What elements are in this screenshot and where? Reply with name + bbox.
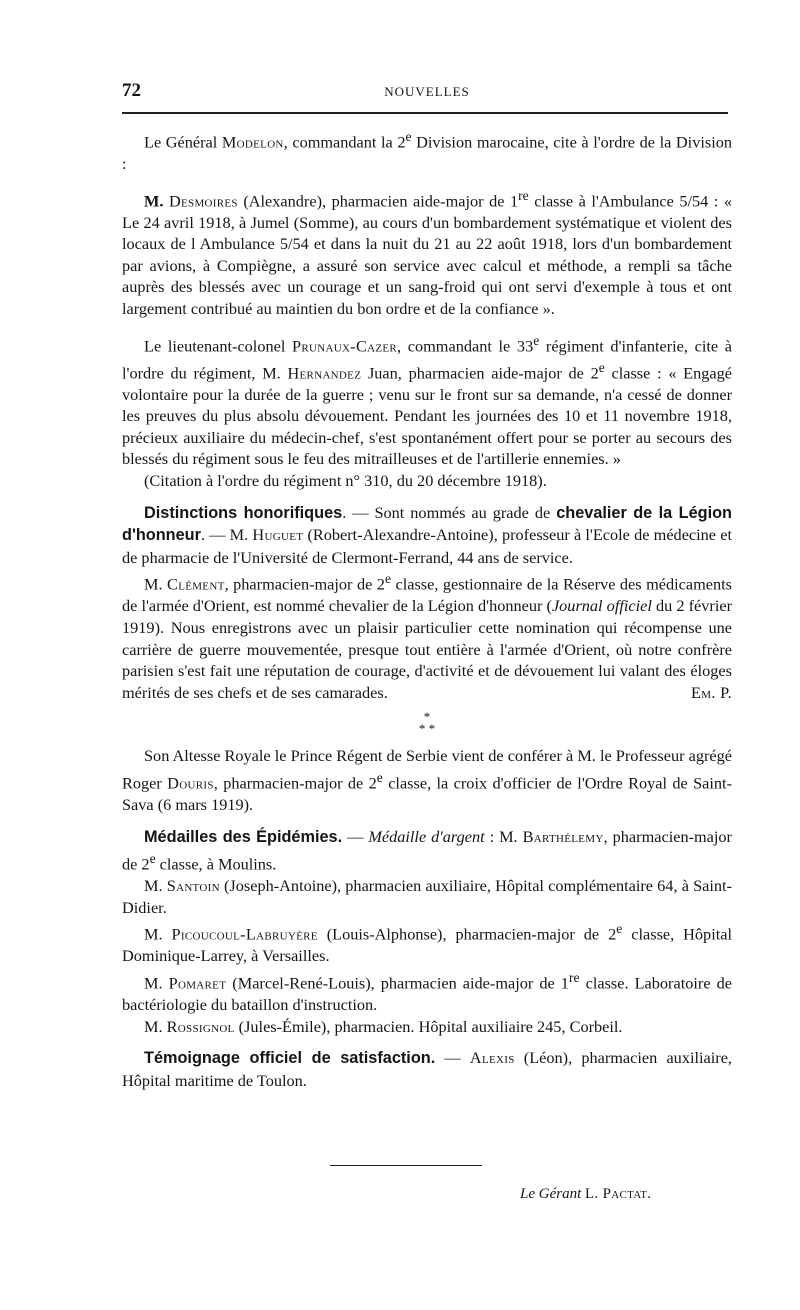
paragraph-temoignage: Témoignage officiel de satisfaction. — Alexis (Léon), pharmacien auxiliaire, Hôpital maritime de Toulon. xyxy=(122,1048,733,1090)
paragraph-distinctions: Distinctions honorifiques. — Sont nommés au grade de chevalier de la Légion d'honneur. — M. Huguet (Robert-Alexandre-Antoine), professeur à l'Ecole de médecine et de pharmacie de l'Université de Clermont-Ferrand, 44 ans de service. xyxy=(122,502,732,567)
article-body xyxy=(122,126,732,1091)
paragraph-medailles: Médailles des Épidémies. — Médaille d'argent : M. Barthélemy, pharmacien-major de 2e classe, à Moulins. xyxy=(122,826,732,874)
section-separator-stars: * * * xyxy=(418,709,436,737)
paragraph-clement: M. Clément, pharmacien-major de 2e classe, gestionnaire de la Réserve des médicaments de l'armée d'Orient, est nommé chevalier de la Légion d'honneur (Journal officiel du 2 février 1919). Nous enregistrons avec un plaisir particulier cette nomination qui récompense une carrière de guerre mouvementée, presque tout entière à l'armée d'Orient, où notre confrère parisien s'est fait une réputation de courage, d'activité et de dévouement lui valant des éloges mérités de ses chefs et de ses camarades. Em. P. xyxy=(122,571,732,702)
header-rule xyxy=(122,112,728,114)
section-heading-temoignage: Témoignage officiel de satisfaction. xyxy=(144,1049,436,1068)
footer-rule xyxy=(330,1165,482,1166)
paragraph-picoucoul: M. Picoucoul-Labruyère (Louis-Alphonse), pharmacien-major de 2e classe, Hôpital Dominique-Larrey, à Versailles. xyxy=(122,921,732,966)
section-heading-medailles: Médailles des Épidémies. xyxy=(144,827,343,846)
signature: Em. P. xyxy=(691,682,732,702)
section-heading-distinctions: Distinctions honorifiques xyxy=(144,503,343,522)
paragraph-hernandez: Le lieutenant-colonel Prunaux-Cazer, commandant le 33e régiment d'infanterie, cite à l'ordre du régiment, M. Hernandez Juan, pharmacien aide-major de 2e classe : « Engagé volontaire pour la durée de la guerre ; venu sur le front sur sa demande, n'a cessé de donner les preuves du plus absolu dévouement. Pendant les journées des 10 et 11 novembre 1918, précieux auxiliaire du médecin-chef, s'est spontanément offert pour se porter au secours des blessés du régiment sous le feu des mitrailleuses et de l'artillerie ennemies. » xyxy=(122,332,733,469)
paragraph-citation-modelon: Le Général Modelon, commandant la 2e Division marocaine, cite à l'ordre de la Division : xyxy=(122,129,732,174)
paragraph-santoin: M. Santoin (Joseph-Antoine), pharmacien auxiliaire, Hôpital complémentaire 64, à Saint-Didier. xyxy=(122,876,732,917)
page-header xyxy=(122,80,732,104)
paragraph-serbie: Son Altesse Royale le Prince Régent de Serbie vient de conférer à M. le Professeur agrégé Roger Douris, pharmacien-major de 2e classe, la croix d'officier de l'Ordre Royal de Saint-Sava (6 mars 1919). xyxy=(122,746,732,814)
footer-gerant: Le Gérant L. Pactat. xyxy=(520,1186,652,1202)
paragraph-desmoires: M. Desmoires (Alexandre), pharmacien aide-major de 1re classe à l'Ambulance 5/54 : « Le 24 avril 1918, à Jumel (Somme), au cours d'un bombardement systématique et violent des locaux de l Ambulance 5/54 et dans la nuit du 21 au 22 août 1918, lors d'un bombardement par avions, à Compiègne, a assuré son service avec calcul et méthode, a rempli sa tâche auprès des blessés avec un courage et un sang-froid qui ont servi d'exemple à tous et ont largement contribué au maintien du bon ordre et de la confiance ». xyxy=(122,187,733,318)
paragraph-citation-reference: (Citation à l'ordre du régiment n° 310, du 20 décembre 1918). xyxy=(144,471,547,490)
paragraph-rossignol: M. Rossignol (Jules-Émile), pharmacien. Hôpital auxiliaire 245, Corbeil. xyxy=(144,1016,623,1036)
running-title: NOUVELLES xyxy=(384,84,470,99)
paragraph-pomaret: M. Pomaret (Marcel-René-Louis), pharmacien aide-major de 1re classe. Laboratoire de bactériologie du bataillon d'instruction. xyxy=(122,969,732,1014)
page-number: 72 xyxy=(122,80,141,101)
